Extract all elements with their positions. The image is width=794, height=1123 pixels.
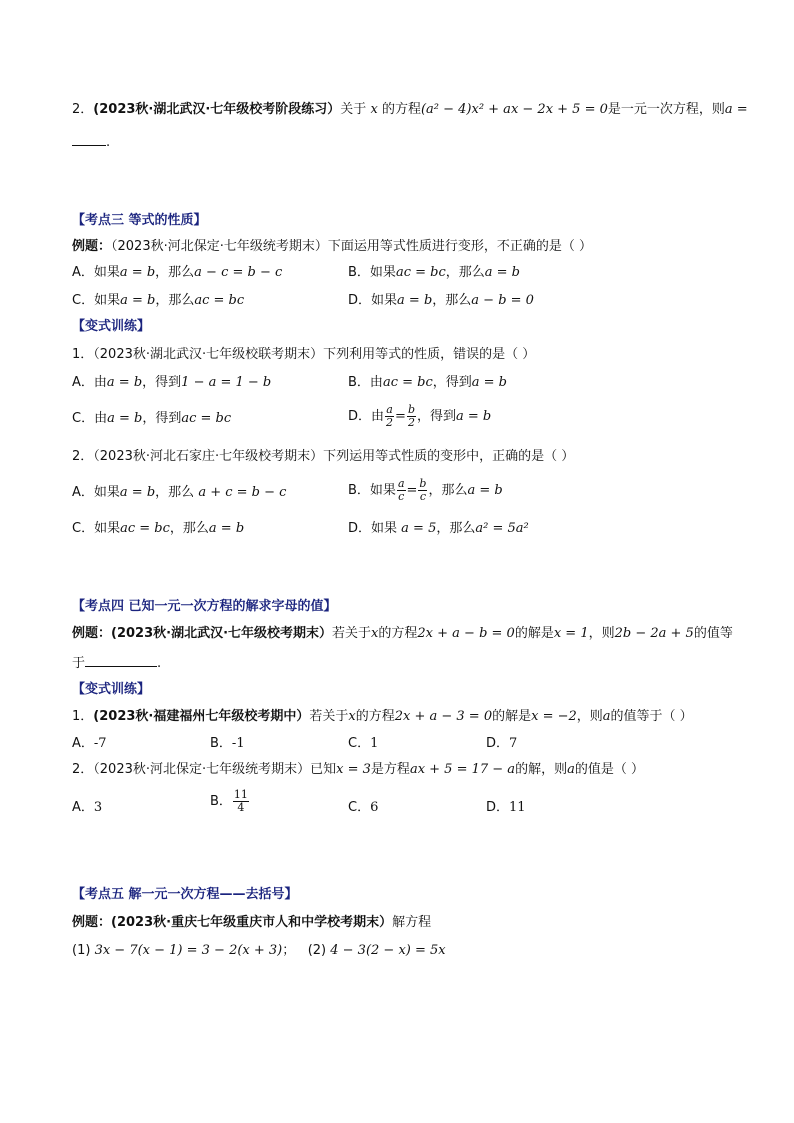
stem-text: 是一元一次方程，则	[607, 102, 725, 117]
equals-sign: =	[406, 483, 418, 498]
section-4-question-1	[72, 708, 693, 726]
question-number: 2．	[72, 102, 94, 117]
training-title: 【变式训练】	[72, 682, 151, 697]
option-text: ，得到	[142, 375, 182, 390]
option-value: 11	[509, 800, 526, 815]
math-variable: a	[602, 709, 611, 724]
math-variable: x	[371, 626, 379, 641]
option-letter: D．	[348, 293, 372, 308]
math-expression: a = b	[120, 293, 156, 308]
stem-text: 的方程	[355, 709, 395, 724]
option-text: 由	[371, 409, 385, 424]
option-letter: A．	[72, 736, 94, 751]
example-label: 例题：	[72, 626, 112, 641]
question-source: (2023秋·湖北武汉·七年级校考阶段练习）	[93, 102, 341, 117]
math-expression: 2b − 2a + 5	[614, 626, 694, 641]
math-expression: a = 5	[401, 521, 437, 536]
option-value: 7	[509, 736, 518, 751]
option-a[interactable]	[72, 375, 271, 390]
option-d[interactable]	[348, 520, 529, 538]
s4-q1-options	[72, 735, 632, 753]
stem-text: ，则	[576, 709, 603, 724]
training-title: 【变式训练】	[72, 319, 151, 334]
equation: ax + 5 = 17 − a	[409, 762, 516, 777]
math-expression: ac = bc	[194, 293, 245, 308]
option-letter: D．	[486, 736, 510, 751]
fraction-denominator: 4	[237, 801, 245, 814]
stem-text: 的解是	[514, 626, 554, 641]
fraction	[418, 478, 427, 503]
option-value: -7	[93, 736, 107, 751]
option-d[interactable]	[486, 799, 526, 817]
option-text: ，得到	[142, 411, 182, 426]
option-a[interactable]	[72, 265, 282, 280]
math-variable: x	[348, 709, 356, 724]
option-text: 如果	[371, 521, 398, 536]
option-letter: D．	[486, 800, 510, 815]
option-letter: B．	[348, 265, 370, 280]
q2-options-row-2	[72, 520, 632, 538]
option-b[interactable]	[348, 264, 520, 282]
option-letter: B．	[348, 483, 370, 498]
stem-text: 下列运用等式性质的变形中，正确的是（ ）	[323, 449, 575, 464]
stem-text: 已知	[310, 762, 337, 777]
q1-options-row-1	[72, 374, 632, 392]
stem-text: 的方程	[378, 626, 418, 641]
option-a[interactable]	[72, 800, 102, 815]
math-expression: a = b	[467, 483, 503, 498]
stem-text: 的解是	[492, 709, 532, 724]
question-source: （2023秋·河北石家庄·七年级校考期末）	[93, 449, 324, 464]
fraction-denominator: 2	[407, 416, 415, 429]
question-number: 1．	[72, 347, 94, 362]
math-expression: a = b	[208, 521, 245, 536]
fraction-numerator: a	[386, 403, 393, 416]
question-number: 2．	[72, 762, 94, 777]
stem-text: 下面运用等式性质进行变形，不正确的是（ ）	[327, 239, 593, 254]
section-4-example	[72, 625, 733, 643]
section-3-question-1	[72, 346, 535, 364]
stem-text: 下列利用等式的性质，错误的是（ ）	[323, 347, 536, 362]
option-letter: A．	[72, 485, 94, 500]
stem-text: 解方程	[392, 915, 432, 930]
option-a[interactable]	[72, 736, 107, 751]
option-d[interactable]	[486, 735, 517, 753]
section-3-question-2	[72, 448, 574, 466]
fraction-numerator: b	[419, 477, 427, 490]
question-source: （2023秋·河北保定·七年级统考期末）	[93, 762, 311, 777]
option-text: 如果	[93, 485, 120, 500]
option-letter: C．	[72, 293, 95, 308]
option-b[interactable]	[210, 735, 245, 753]
question-number: 2．	[72, 449, 94, 464]
option-text: 如果	[94, 293, 121, 308]
option-value: 3	[93, 800, 103, 815]
stem-text: 是方程	[370, 762, 410, 777]
fraction	[407, 404, 416, 429]
math-expression: a − b = 0	[471, 293, 534, 308]
fraction-numerator: b	[407, 403, 415, 416]
option-letter: D．	[348, 521, 372, 536]
option-c[interactable]	[72, 411, 231, 426]
option-text: ，那么	[436, 521, 476, 536]
option-b[interactable]	[210, 789, 250, 814]
fraction-numerator: 11	[233, 788, 248, 801]
math-expression: ac = bc	[120, 521, 170, 536]
option-text: ，那么	[432, 293, 472, 308]
option-value: -1	[231, 736, 245, 751]
example-options-row-1	[72, 264, 632, 282]
option-d[interactable]	[348, 404, 491, 429]
option-text: ，那么	[428, 483, 468, 498]
option-text: ，那么	[155, 485, 195, 500]
equation: 4 − 3(2 − x) = 5x	[330, 943, 446, 958]
option-text: ，那么	[445, 265, 485, 280]
option-text: ，那么	[155, 293, 195, 308]
math-expression: ac = bc	[395, 265, 446, 280]
math-expression: a = b	[119, 265, 156, 280]
section-4-title: 【考点四 已知一元一次方程的解求字母的值】	[72, 599, 337, 614]
stem-text: ，则	[588, 626, 615, 641]
section-5-example	[72, 914, 431, 932]
math-variable: a	[567, 762, 575, 777]
answer-blank[interactable]	[85, 654, 157, 667]
math-expression: a = b	[456, 409, 492, 424]
equation: (a² − 4)x² + ax − 2x + 5 = 0	[420, 102, 608, 117]
answer-blank[interactable]	[72, 133, 106, 146]
stem-text: 关于	[340, 102, 367, 117]
math-expression: ac = bc	[181, 411, 232, 426]
option-letter: B．	[210, 736, 232, 751]
s4-q2-options	[72, 788, 632, 817]
option-letter: A．	[72, 800, 94, 815]
equation: 2x + a − b = 0	[417, 626, 515, 641]
option-text: 如果	[93, 265, 120, 280]
option-a[interactable]	[72, 485, 286, 500]
math-expression: a = b	[106, 375, 143, 390]
option-c[interactable]	[348, 799, 378, 817]
option-c[interactable]	[348, 735, 378, 753]
section-4-question-2	[72, 761, 644, 779]
option-text: 由	[93, 375, 107, 390]
stem-text: 的值等于（ ）	[610, 709, 693, 724]
period: .	[106, 135, 111, 150]
stem-text: 的方程	[381, 102, 421, 117]
option-value: 6	[370, 800, 379, 815]
option-text: 如果	[371, 293, 398, 308]
q2-options-row-1	[72, 477, 632, 503]
equation: 2x + a − 3 = 0	[394, 709, 493, 724]
part-label: (2)	[307, 943, 327, 958]
option-text: 由	[369, 375, 383, 390]
math-expression: 1 − a = 1 − b	[181, 375, 272, 390]
fraction	[233, 789, 249, 814]
period: .	[157, 656, 162, 671]
question-source: (2023秋·福建福州七年级校考期中）	[93, 709, 310, 724]
fraction-denominator: 2	[386, 416, 394, 429]
stem-text: 若关于	[332, 626, 372, 641]
option-letter: A．	[72, 375, 94, 390]
section-5-parts	[72, 942, 446, 960]
option-text: ，那么	[169, 521, 209, 536]
option-letter: C．	[72, 521, 95, 536]
section-4-example-line2	[72, 654, 161, 673]
option-letter: D．	[348, 409, 372, 424]
option-text: 如果	[369, 265, 396, 280]
math-expression: a = b	[119, 485, 156, 500]
option-letter: C．	[348, 800, 371, 815]
equals-sign: =	[395, 409, 406, 424]
fraction-denominator: c	[419, 490, 427, 503]
math-expression: a = b	[107, 411, 143, 426]
option-text: 由	[94, 411, 108, 426]
option-c[interactable]	[72, 293, 244, 308]
question-source: （2023秋·湖北武汉·七年级校联考期末）	[93, 347, 324, 362]
math-variable: x	[370, 102, 378, 117]
option-b[interactable]	[348, 478, 503, 503]
example-label: 例题：	[72, 915, 112, 930]
option-b[interactable]	[348, 374, 507, 392]
math-expression: a = b	[484, 265, 520, 280]
equation: 3x − 7(x − 1) = 3 − 2(x + 3)	[94, 943, 283, 958]
example-label: 例题：	[72, 239, 112, 254]
part-label: (1)	[72, 943, 91, 958]
answer-line	[72, 133, 110, 152]
stem-text: 的值是（ ）	[574, 762, 644, 777]
example-options-row-2	[72, 292, 632, 310]
option-letter: B．	[348, 375, 370, 390]
option-letter: C．	[72, 411, 95, 426]
option-text: 如果	[94, 521, 121, 536]
option-text: ，那么	[155, 265, 195, 280]
option-letter: A．	[72, 265, 94, 280]
option-c[interactable]	[72, 521, 244, 536]
fraction	[397, 478, 406, 503]
math-expression: x = 1	[553, 626, 589, 641]
math-expression: a = b	[397, 293, 433, 308]
math-expression: a + c = b − c	[198, 485, 287, 500]
separator: ；	[282, 943, 296, 958]
math-expression: a² = 5a²	[475, 521, 529, 536]
question-source: (2023秋·重庆七年级重庆市人和中学校考期末）	[111, 915, 393, 930]
option-text: 如果	[369, 483, 396, 498]
fraction-numerator: a	[397, 477, 405, 490]
fraction	[385, 404, 394, 429]
fraction-denominator: c	[398, 490, 405, 503]
option-letter: C．	[348, 736, 371, 751]
math-expression: x = 3	[336, 762, 371, 777]
math-expression: a = b	[471, 375, 507, 390]
question-source: （2023秋·河北保定·七年级统考期末）	[111, 239, 328, 254]
math-expression: a − c = b − c	[194, 265, 283, 280]
option-text: ，得到	[432, 375, 472, 390]
question-number: 1．	[72, 709, 94, 724]
stem-text: 于	[72, 656, 86, 671]
option-d[interactable]	[348, 292, 534, 310]
section-3-example	[72, 238, 592, 256]
option-letter: B．	[210, 794, 232, 809]
option-text: ，得到	[416, 409, 456, 424]
section-3-title: 【考点三 等式的性质】	[72, 213, 207, 228]
math-expression: ac = bc	[382, 375, 433, 390]
math-expression: a =	[724, 102, 748, 117]
stem-text: 的解，则	[515, 762, 568, 777]
math-expression: x = −2	[531, 709, 577, 724]
section-5-title: 【考点五 解一元一次方程——去括号】	[72, 887, 298, 902]
stem-text: 若关于	[309, 709, 349, 724]
option-value: 1	[370, 736, 379, 751]
question-2-top	[72, 101, 748, 119]
stem-text: 的值等	[693, 626, 733, 641]
q1-options-row-2	[72, 403, 632, 429]
question-source: (2023秋·湖北武汉·七年级校考期末）	[111, 626, 333, 641]
